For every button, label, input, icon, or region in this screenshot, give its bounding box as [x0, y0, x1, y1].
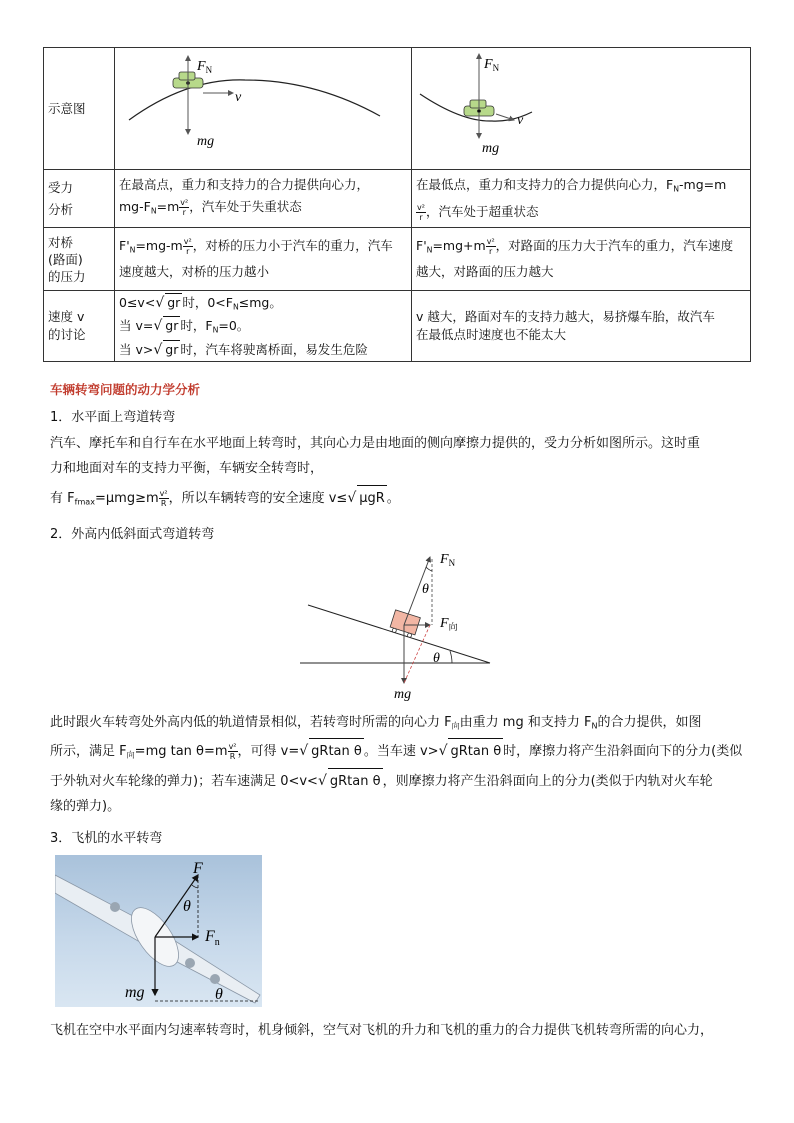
table-row-diagram — [44, 48, 751, 170]
mg-label: mg — [197, 134, 215, 149]
row-label-pressure: 对桥 (路面) 的压力 — [44, 228, 115, 291]
fn-label: $F_n$ — [205, 928, 220, 948]
theta-label: θ — [183, 898, 191, 915]
comparison-table — [43, 47, 751, 362]
airplane-photo — [55, 855, 262, 1007]
mg-label: mg — [394, 687, 412, 702]
f-centripetal-label: $F_向$ — [440, 616, 458, 632]
convex-bridge-figure — [115, 48, 410, 162]
v-label: v — [235, 90, 242, 105]
table-row-pressure — [44, 228, 751, 291]
fn-label: $F_N$ — [197, 59, 213, 75]
diagram-bridge-convex — [115, 48, 412, 170]
table-row-speed — [44, 291, 751, 362]
f-label: F — [193, 860, 203, 877]
concave-road-figure — [412, 48, 749, 162]
paragraph-3: 飞机在空中水平面内匀速率转弯时，机身倾斜，空气对飞机的升力和飞机的重力的合力提供飞机转弯所需的向心力， — [50, 1023, 714, 1038]
section-title: 车辆转弯问题的动力学分析 — [50, 382, 201, 397]
incline-figure — [300, 545, 500, 705]
theta-label-2: θ — [215, 986, 223, 1003]
heading-3: 3．飞机的水平转弯 — [50, 831, 163, 846]
diagram-road-concave — [412, 48, 751, 170]
pressure-convex-cell: $F'_N=mg-m$ $\frac{\text{v²}}{r}$ ，对桥的压力小于汽车的重力，汽车 速度越大，对桥的压力越小 — [115, 228, 412, 291]
fn-label: $F_N$ — [484, 57, 500, 73]
row-label-speed: 速度 v 的讨论 — [44, 291, 115, 362]
paragraph-2: 此时跟火车转弯处外高内低的轨道情景相似，若转弯时所需的向心力 $F_向$由重力 mg 和支持力 $F_N$的合力提供，如图 所示，满足 $F_向=mg$ tan θ=m $\frac{\text{v²}}{R}$ ，可得 v=√ gRtan θ 。当车速 v>√ gRtan θ 时，摩擦力将产生沿斜面向下的分力(类似 于外轨对火车轮缘的弹力)；若车速满足 0<v<√ gRtan θ ，则摩擦力将产生沿斜面向上的分力(类似于内轨对火车轮 缘的弹力)。 — [50, 715, 743, 814]
theta-label: θ — [422, 582, 429, 597]
v-label: v — [517, 113, 524, 128]
row-label-force: 受力 分析 — [44, 170, 115, 228]
paragraph-1: 汽车、摩托车和自行车在水平地面上转弯时，其向心力是由地面的侧向摩擦力提供的，受力分析如图所示。这时重 力和地面对车的支持力平衡，车辆安全转弯时， 有 $F_{fmax}=\mu mg\ge m$ $\frac{\text{v²}}{R}$ ，所以车辆转弯的安全速度 v≤√ μgR 。 — [50, 431, 750, 514]
airplane-figure — [55, 855, 262, 1007]
speed-convex-cell: 0≤v<√ gr 时，$0<F_N\le mg$。 当 v=√ gr 时，$F_N=0$。 当 v>√ gr 时，汽车将驶离桥面，易发生危险 — [115, 291, 412, 362]
row-label-diagram: 示意图 — [44, 48, 115, 170]
table-row-force — [44, 170, 751, 228]
mg-label: mg — [482, 141, 500, 156]
bridge-arc — [129, 80, 380, 120]
theta-label-ground: θ — [433, 651, 440, 666]
heading-2: 2．外高内低斜面式弯道转弯 — [50, 527, 215, 542]
fn-label: $F_N$ — [440, 552, 456, 568]
force-concave-cell: 在最低点，重力和支持力的合力提供向心力，$F_N-mg=m$ $\frac{\text{v²}}{r}$ ，汽车处于超重状态 — [412, 170, 751, 228]
heading-1: 1．水平面上弯道转弯 — [50, 410, 176, 425]
pressure-concave-cell: $F'_N=mg+m$ $\frac{\text{v²}}{r}$ ，对路面的压力大于汽车的重力，汽车速度 越大，对路面的压力越大 — [412, 228, 751, 291]
speed-concave-cell: v 越大，路面对车的支持力越大，易挤爆车胎，故汽车 在最低点时速度也不能太大 — [412, 291, 751, 362]
mg-label: mg — [125, 984, 145, 1001]
force-convex-cell: 在最高点，重力和支持力的合力提供向心力， $mg-F_N=m$ $\frac{\text{v²}}{r}$ ，汽车处于失重状态 — [115, 170, 412, 228]
